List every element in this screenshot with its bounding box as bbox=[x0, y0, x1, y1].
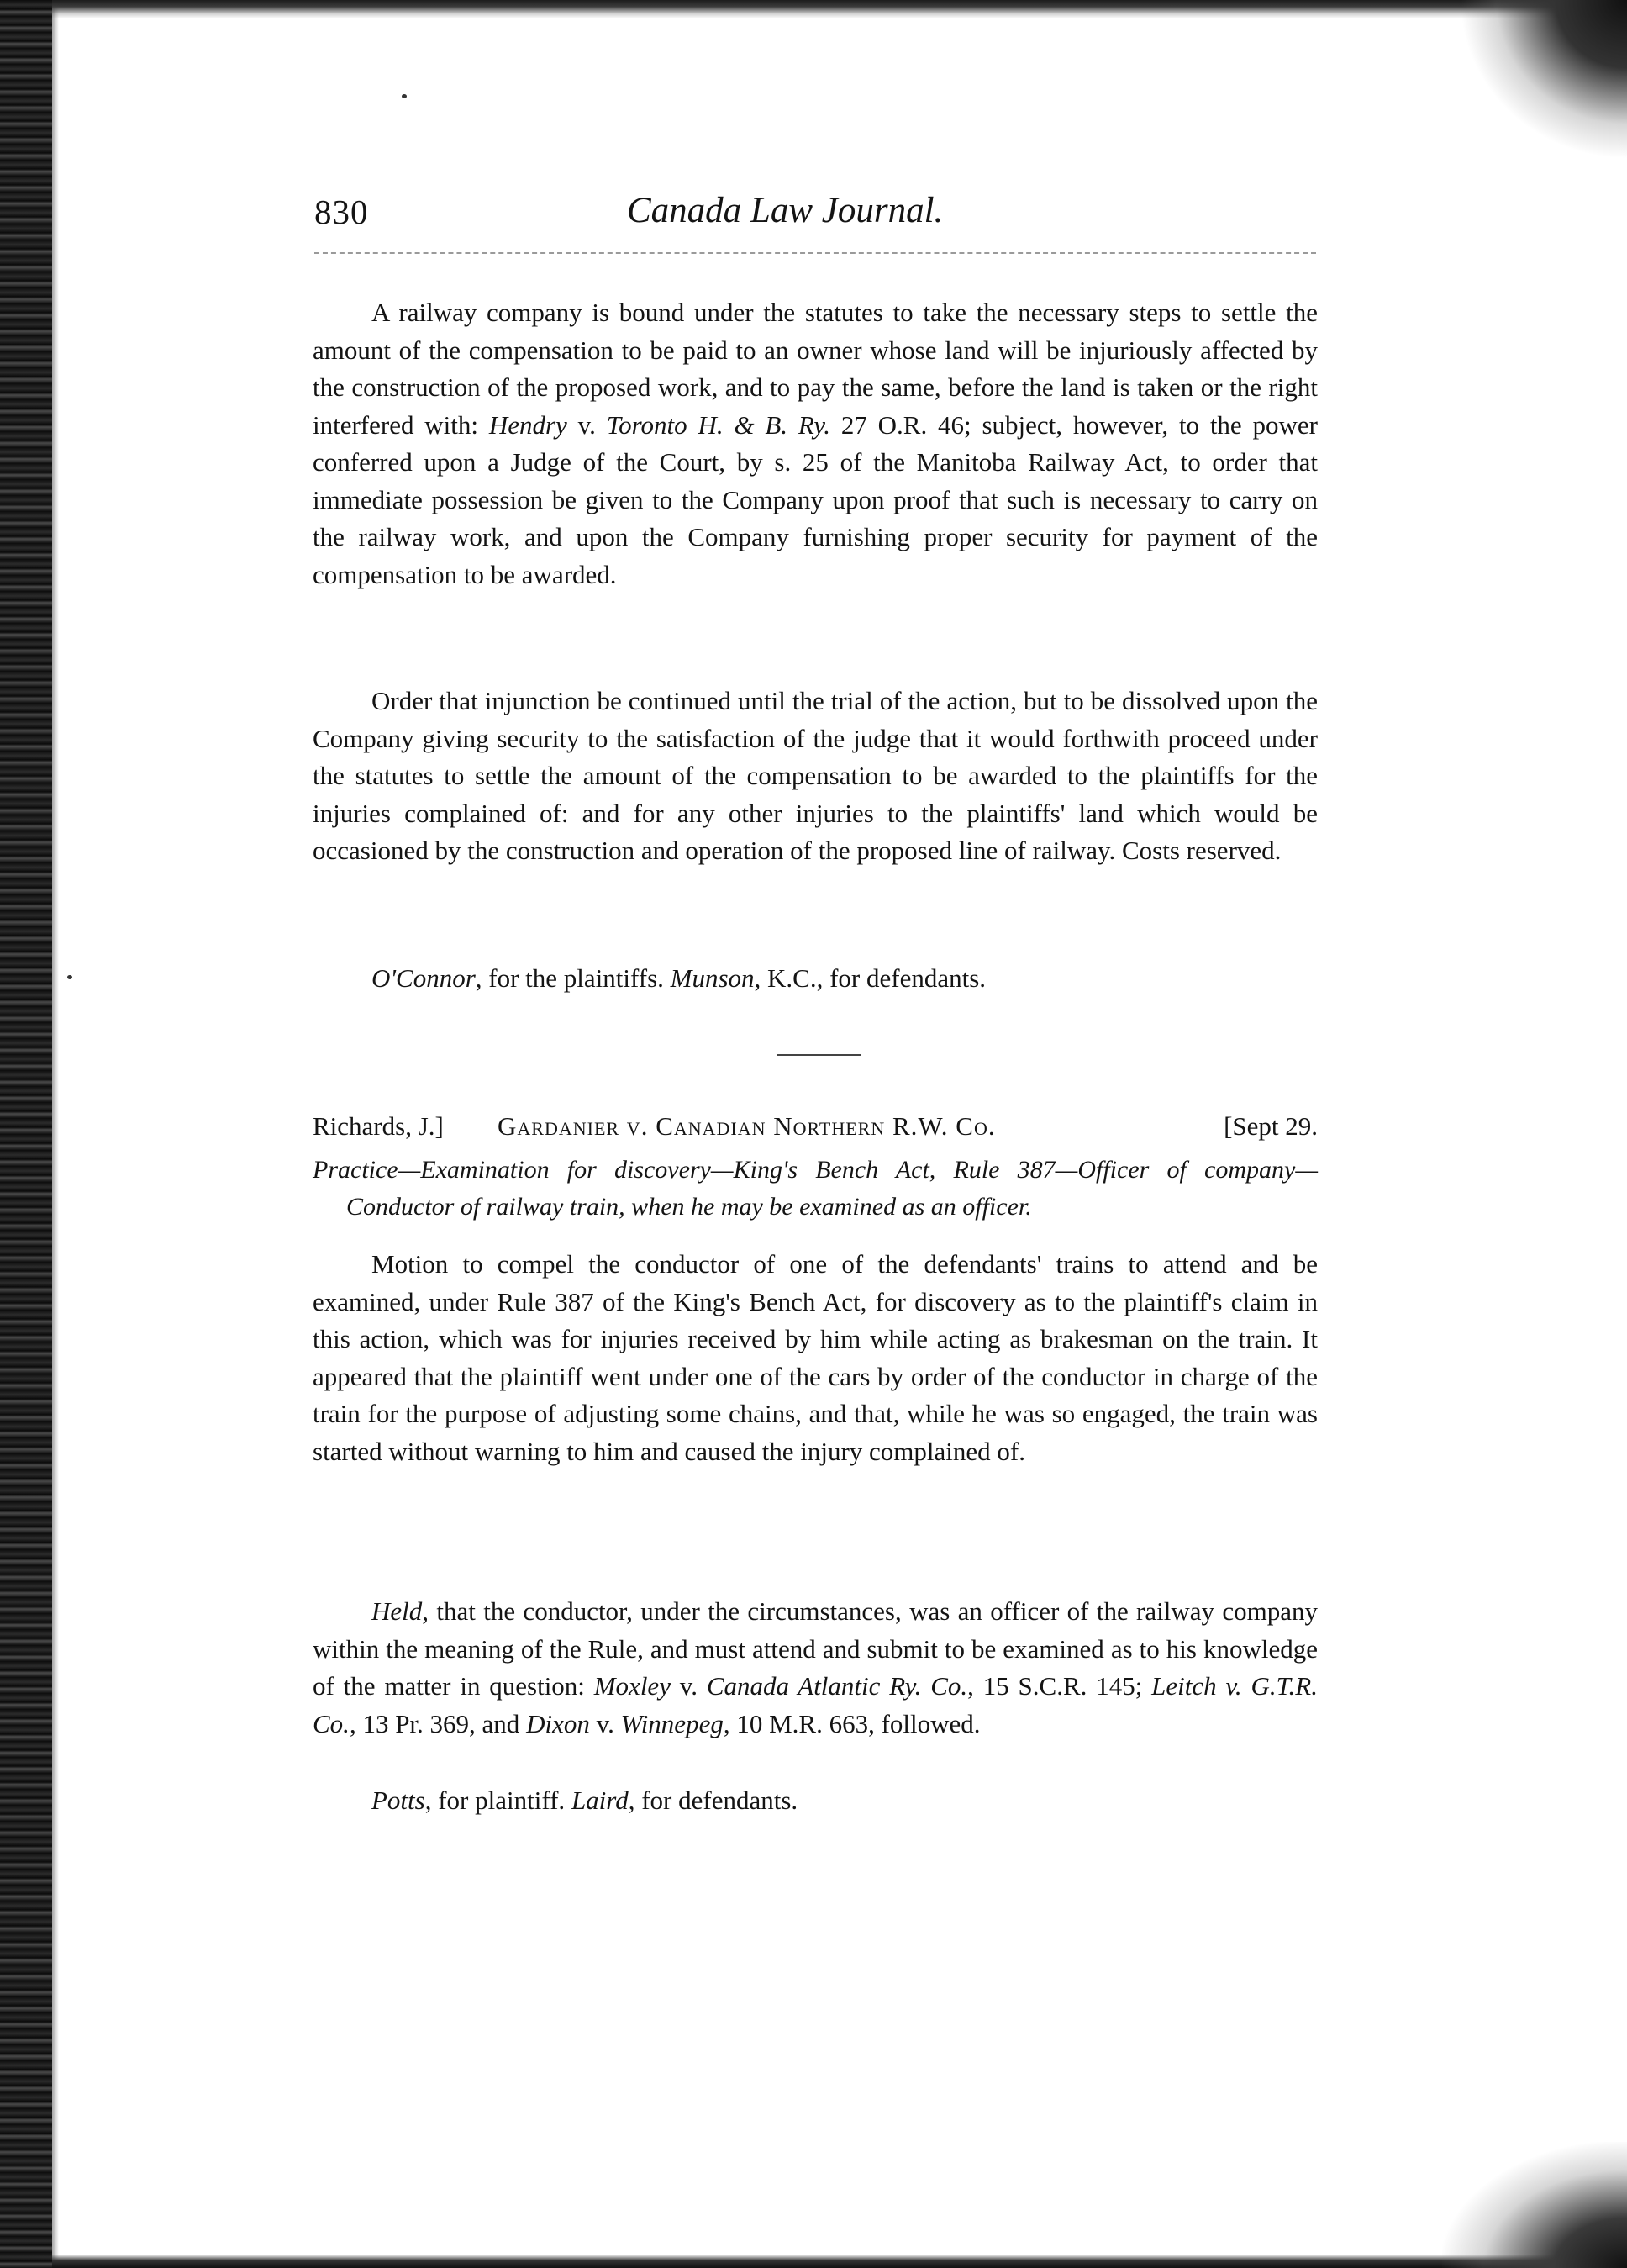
text-run: v. bbox=[566, 409, 607, 440]
counsel-role: , for defendants. bbox=[628, 1785, 798, 1815]
text-run: , 13 Pr. 369, and bbox=[349, 1708, 527, 1738]
case1-counsel-line bbox=[313, 960, 1318, 998]
counsel-name: Potts bbox=[371, 1785, 425, 1815]
case-citation: Hendry bbox=[488, 409, 567, 440]
text-run: v. bbox=[589, 1708, 621, 1738]
text-run: , 10 M.R. 663, followed. bbox=[723, 1708, 981, 1738]
judge-name: Richards, J.] bbox=[313, 1111, 444, 1141]
case2-counsel-line bbox=[313, 1782, 1318, 1820]
motion-text: Motion to compel the conductor of one of the defendants' trains to attend and be examined, under Rule 387 of the King's Bench Act, for discovery as to the plaintiff's claim in this action, which was for injuries received by him while acting as brakesman on the train. It appeared that the plaintiff went under one of the cars by order of the conductor in charge of the train for the purpose of adjusting some chains, and that, while he was so engaged, the train was started without warning to him and caused the injury complained of. bbox=[313, 1249, 1318, 1466]
scan-corner-bottom-right bbox=[1442, 2142, 1627, 2268]
text-run: 27 O.R. 46; subject, however, to the power conferred upon a Judge of the Court, by s. 25 of the Manitoba Railway Act, to order that immediate possession be given to the Company upon proof that such is necessary to carry on the railway work, and upon the Company furnishing proper security for payment of the compensation to be awarded. bbox=[313, 409, 1318, 589]
case1-order-paragraph bbox=[313, 683, 1318, 870]
text-run: v. bbox=[670, 1671, 707, 1701]
case-citation: Moxley bbox=[593, 1671, 671, 1701]
case1-holding-paragraph bbox=[313, 294, 1318, 593]
scan-speck bbox=[67, 975, 72, 979]
case-name: Gardanier v. Canadian Northern R.W. Co. bbox=[498, 1111, 996, 1141]
case-citation: Winnepeg bbox=[620, 1708, 724, 1738]
case-date: [Sept 29. bbox=[1224, 1111, 1318, 1141]
case-citation: Canada Atlantic Ry. Co. bbox=[706, 1671, 968, 1701]
scan-border-left bbox=[0, 0, 52, 2268]
counsel-name: Munson bbox=[670, 963, 755, 993]
scan-border-bottom bbox=[52, 2255, 1627, 2268]
counsel-name: Laird bbox=[571, 1785, 629, 1815]
case-citation: Leitch v. G.T.R. Co. bbox=[313, 1671, 1318, 1738]
case2-held-paragraph bbox=[313, 1593, 1318, 1743]
order-text: Order that injunction be continued until the trial of the action, but to be dissolved upon the Company giving security to the satisfaction of the judge that it would forthwith proceed under the statutes to settle the amount of the compensation to be awarded to the plaintiffs for the injuries complained of: and for any other injuries to the plaintiffs' land which would be occasioned by the construction and operation of the proposed line of railway. Costs reserved. bbox=[313, 686, 1318, 865]
page-number: 830 bbox=[314, 193, 369, 231]
case-citation: Toronto H. & B. Ry. bbox=[606, 409, 831, 440]
counsel-role: , K.C., for defendants. bbox=[754, 963, 987, 993]
running-header bbox=[314, 185, 1316, 244]
scan-border-top bbox=[52, 0, 1627, 18]
headnote-text: Practice—Examination for discovery—King's Bench Act, Rule 387—Officer of company—Conductor of railway train, when he may be examined as an officer. bbox=[313, 1156, 1318, 1221]
text-run: , 15 S.C.R. 145; bbox=[967, 1671, 1152, 1701]
scan-corner-top-right bbox=[1459, 0, 1627, 160]
counsel-role: , for plaintiff. bbox=[424, 1785, 571, 1815]
case2-motion-paragraph bbox=[313, 1246, 1318, 1470]
held-label: Held bbox=[371, 1596, 423, 1626]
scan-speck bbox=[402, 94, 407, 98]
case-citation: Dixon bbox=[526, 1708, 590, 1738]
header-rule bbox=[314, 252, 1316, 254]
text-run: A railway company is bound under the statutes to take the necessary steps to settle the amount of the compensation to be paid to an owner whose land will be injuriously affected by the construction of the proposed work, and to pay the same, before the land is taken or the right interfered with: bbox=[313, 298, 1318, 440]
counsel-name: O'Connor bbox=[371, 963, 476, 993]
section-separator bbox=[777, 1054, 861, 1056]
text-run: , that the conductor, under the circumstances, was an officer of the railway company within the meaning of the Rule, and must attend and submit to be examined as to his knowledge of the matter in question: bbox=[313, 1596, 1318, 1701]
counsel-role: , for the plaintiffs. bbox=[475, 963, 671, 993]
case2-headnote bbox=[313, 1152, 1318, 1226]
running-title: Canada Law Journal. bbox=[627, 191, 944, 230]
